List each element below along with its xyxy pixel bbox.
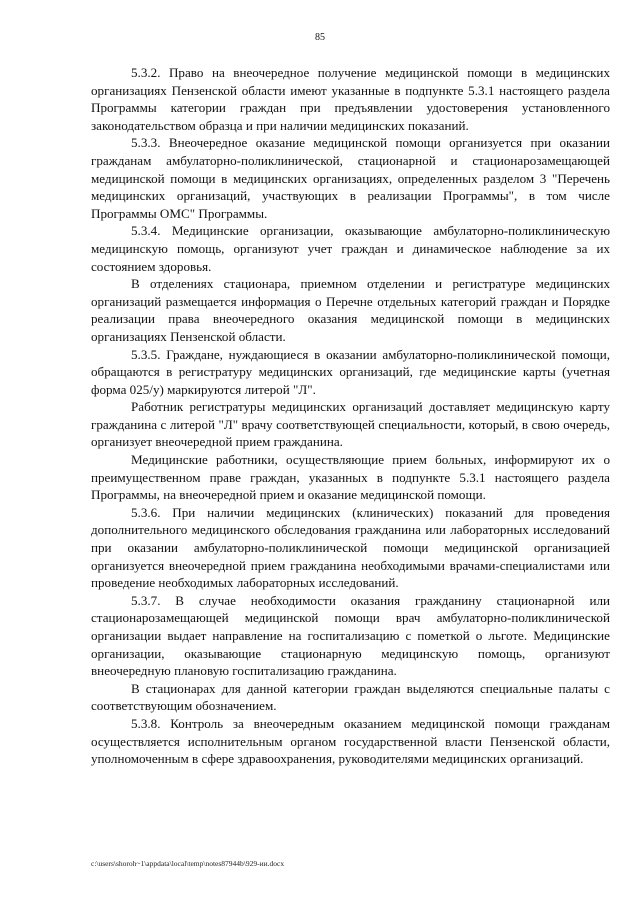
- paragraph-registry-worker: Работник регистратуры медицинских организаций доставляет медицинскую карту гражданина с литерой "Л" врачу соответствующей специальности, который, в свою очередь, организует внеочередной прием гражданина.: [91, 399, 610, 450]
- page-number: 85: [315, 32, 325, 43]
- paragraph-special-wards: В стационарах для данной категории граждан выделяются специальные палаты с соответствующим обозначением.: [91, 680, 610, 714]
- paragraph-5-3-8: 5.3.8. Контроль за внеочередным оказанием медицинской помощи гражданам осуществляется исполнительным органом государственной власти Пензенской области, уполномоченным в сфере здравоохранения, руководителями медицинских организаций.: [91, 715, 610, 767]
- paragraph-hospital-info: В отделениях стационара, приемном отделении и регистратуре медицинских организаций размещается информация о Перечне отдельных категорий граждан и Порядке реализации права внеочередного оказания медицинской помощи в медицинских организациях Пензенской области.: [91, 276, 610, 344]
- document-body: [91, 64, 610, 768]
- paragraph-medical-workers: Медицинские работники, осуществляющие прием больных, информируют их о преимущественном праве граждан, указанных в подпункте 5.3.1 настоящего раздела Программы, на внеочередной прием и оказание медицинской помощи.: [91, 452, 610, 503]
- paragraph-5-3-5: 5.3.5. Граждане, нуждающиеся в оказании амбулаторно-поликлинической помощи, обращаются в регистратуру медицинских организаций, где медицинские карты (учетная форма 025/у) маркируются литерой "Л".: [91, 346, 610, 397]
- paragraph-5-3-7: 5.3.7. В случае необходимости оказания гражданину стационарной или стационарозамещающей медицинской помощи врач амбулаторно-поликлинической организации выдает направление на госпитализацию с пометкой о льготе. Медицинские организации, оказывающие стационарную медицинскую помощь, организуют внеочередную плановую госпитализацию гражданина.: [91, 592, 610, 679]
- paragraph-5-3-6: 5.3.6. При наличии медицинских (клинических) показаний для проведения дополнительного медицинского обследования гражданина или лабораторных исследований при оказании амбулаторно-поликлинической помощи медицинской организацией организуется внеочередной прием гражданина необходимыми врачами-специалистами или проведение необходимых лабораторных исследований.: [91, 504, 610, 591]
- paragraph-5-3-3: 5.3.3. Внеочередное оказание медицинской помощи организуется при оказании гражданам амбулаторно-поликлинической, стационарной и стационарозамещающей медицинской помощи в медицинских организациях, определенных разделом 3 "Перечень медицинских организаций, участвующих в реализации Программы", в том числе Программы ОМС" Программы.: [91, 135, 610, 221]
- paragraph-5-3-4: 5.3.4. Медицинские организации, оказывающие амбулаторно-поликлиническую медицинскую помощь, организуют учет граждан и динамическое наблюдение за их состоянием здоровья.: [91, 223, 610, 274]
- paragraph-5-3-2: 5.3.2. Право на внеочередное получение медицинской помощи в медицинских организациях Пензенской области имеют указанные в подпункте 5.3.1 настоящего раздела Программы категории граждан при предъявлении удостоверения установленного законодательством образца и при наличии медицинских показаний.: [91, 65, 610, 133]
- footer-file-path: c:\users\shoroh~1\appdata\local\temp\notes87944b\929-ии.docx: [91, 859, 285, 868]
